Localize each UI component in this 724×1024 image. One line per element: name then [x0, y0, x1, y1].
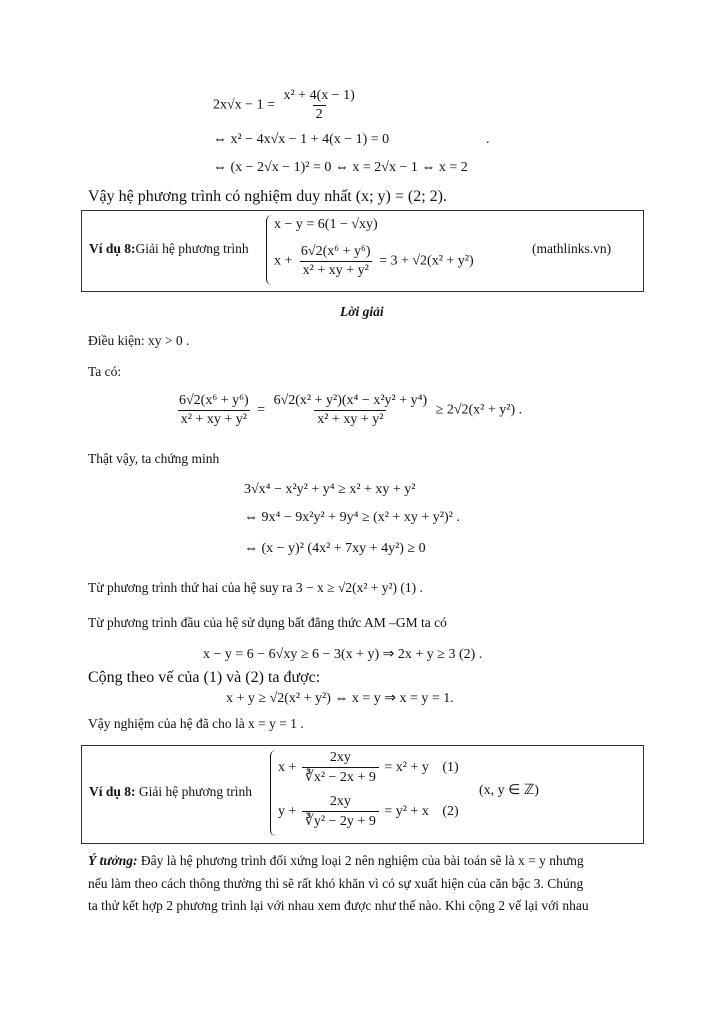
equation-line-2: ⇔ x² − 4x√x − 1 + 4(x − 1) = 0: [213, 132, 390, 147]
example-2-domain: (x, y ∈ ℤ): [479, 783, 539, 798]
example-2-equation-2: y + $\frac{2xy}{\text{∛y² − 2y + 9}}$ = y² + x (2): [278, 794, 459, 829]
amgm-line: x − y = 6 − 6√xy ≥ 6 − 3(x + y) ⇒ 2x + y ≥ 3 (2) .: [203, 647, 483, 662]
example-1-brace: [266, 215, 272, 285]
proof-line-2: ⇔ 9x⁴ − 9x²y² + 9y⁴ ≥ (x² + xy + y²)² .: [244, 510, 460, 525]
conclusion-second-system: Vậy nghiệm của hệ đã cho là x = y = 1 .: [88, 716, 304, 731]
example-2-label: Ví dụ 8:: [89, 784, 136, 799]
idea-line-3: ta thử kết hợp 2 phương trình lại với nhau xem được như thế nào. Khi cộng 2 vế lại với nhau: [88, 898, 589, 913]
equation-line-2-dot: .: [486, 132, 490, 147]
example-1-equation-1: x − y = 6(1 − √xy): [274, 217, 378, 232]
example-2-equation-1: x + $\frac{2xy}{\text{∛x² − 2x + 9}}$ = x² + y (1): [278, 750, 459, 785]
idea-line-1: Ý tưởng: Đây là hệ phương trình đối xứng loại 2 nên nghiệm của bài toán sẽ là x = y nhưng: [88, 853, 584, 868]
equation-line-3: ⇔ (x − 2√x − 1)² = 0 ⇔ x = 2√x − 1 ⇔ x = 2: [213, 160, 468, 175]
proof-line-3: ⇔ (x − y)² (4x² + 7xy + 4y²) ≥ 0: [244, 541, 426, 556]
condition-line: Điều kiện: xy > 0 .: [88, 333, 190, 348]
add-equation: x + y ≥ √2(x² + y²) ⇔ x = y ⇒ x = y = 1.: [226, 691, 454, 706]
example-1-text: Giải hệ phương trình: [135, 241, 249, 256]
from-equation-2: Từ phương trình thứ hai của hệ suy ra 3 − x ≥ √2(x² + y²) (1) .: [88, 580, 423, 595]
proof-intro: Thật vậy, ta chứng minh: [88, 451, 220, 466]
example-2-prompt: [89, 784, 252, 800]
example-1-equation-2: x + $\frac{\text{6√2(x⁶ + y⁶)}}{\text{x² + xy + y²}}$ = 3 + √2(x² + y²): [274, 244, 474, 278]
idea-line-2: nếu làm theo cách thông thường thì sẽ rất khó khăn vì có sự xuất hiện của căn bậc 3. Chúng: [88, 876, 584, 891]
add-text: Cộng theo vế của (1) và (2) ta được:: [88, 669, 321, 686]
equation-line-1: 2x√x − 1 = $\frac{\text{x² + 4(x − 1)}}{2}$: [213, 88, 355, 122]
example-2-text: Giải hệ phương trình: [138, 784, 252, 799]
taco-line: Ta có:: [88, 364, 122, 379]
idea-label: Ý tưởng:: [88, 853, 138, 868]
example-1-prompt: [89, 241, 249, 257]
conclusion-first-system: Vậy hệ phương trình có nghiệm duy nhất (x; y) = (2; 2).: [88, 188, 447, 205]
from-equation-1: Từ phương trình đầu của hệ sử dụng bất đẳng thức AM –GM ta có: [88, 615, 447, 630]
example-1-label: Ví dụ 8:: [89, 241, 136, 256]
example-2-brace: [270, 750, 276, 836]
inequality-chain: $\frac{\text{6√2(x⁶ + y⁶)}}{\text{x² + xy + y²}}$ = $\frac{\text{6√2(x² + y²)(x⁴ − x²y² + y⁴)}}{\text{x² + xy + y²}}$ ≥ 2√2(x² + y²) .: [179, 393, 523, 427]
solution-title: Lời giải: [340, 304, 384, 319]
proof-line-1: 3√x⁴ − x²y² + y⁴ ≥ x² + xy + y²: [244, 482, 416, 497]
example-1-source: (mathlinks.vn): [532, 241, 612, 256]
